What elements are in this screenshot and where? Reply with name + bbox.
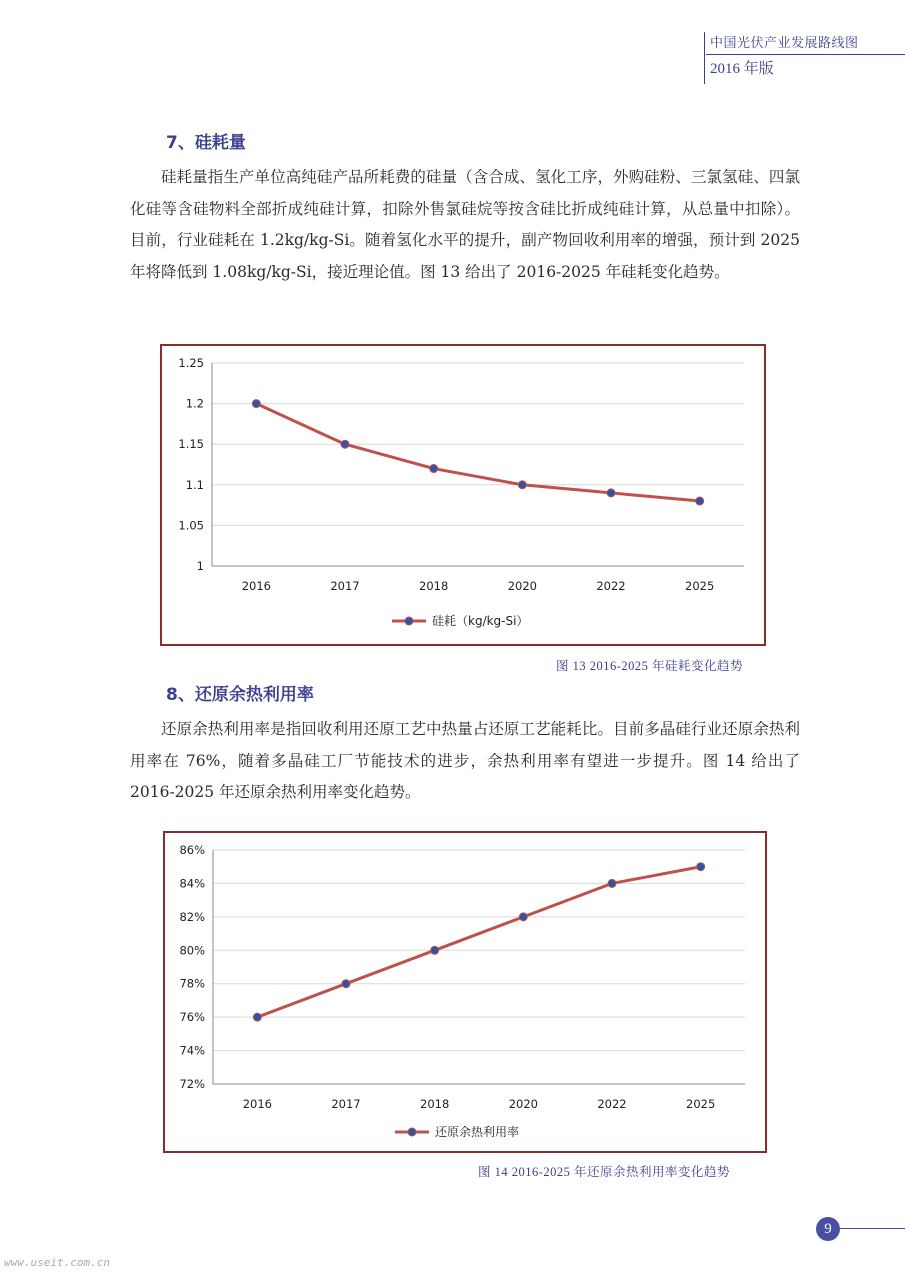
x-tick-label: 2022 <box>596 579 626 593</box>
x-tick-label: 2016 <box>242 1097 272 1111</box>
data-point <box>697 863 705 871</box>
legend-marker <box>405 617 413 625</box>
legend-label: 硅耗（kg/kg-Si） <box>432 614 529 628</box>
x-tick-label: 2017 <box>330 579 360 593</box>
figure-14-caption: 图 14 2016-2025 年还原余热利用率变化趋势 <box>478 1165 731 1179</box>
watermark: www.useit.com.cn <box>4 1256 110 1269</box>
data-point <box>696 497 704 505</box>
data-point <box>253 1013 261 1021</box>
legend-label: 还原余热利用率 <box>435 1125 520 1139</box>
y-tick-label: 78% <box>179 976 205 991</box>
x-tick-label: 2018 <box>419 579 449 593</box>
x-tick-label: 2022 <box>597 1097 627 1111</box>
chart-2-svg <box>165 833 765 1151</box>
chart-heat-recovery-rate <box>163 831 767 1153</box>
data-point <box>607 489 615 497</box>
page-number: 9 <box>816 1217 840 1241</box>
series-line <box>257 867 700 1017</box>
y-tick-label: 76% <box>179 1010 205 1025</box>
data-point <box>518 481 526 489</box>
y-tick-label: 1.15 <box>178 437 204 452</box>
x-tick-label: 2016 <box>241 579 271 593</box>
running-header <box>706 32 905 78</box>
legend-marker <box>408 1128 416 1136</box>
header-edition: 2016 年版 <box>710 61 774 77</box>
data-point <box>341 440 349 448</box>
y-tick-label: 84% <box>179 876 205 891</box>
header-title: 中国光伏产业发展路线图 <box>706 32 905 55</box>
y-tick-label: 82% <box>179 909 205 924</box>
section-7-paragraph: 硅耗量指生产单位高纯硅产品所耗费的硅量（含合成、氢化工序，外购硅粉、三氯氢硅、四氯化硅等含硅物料全部折成纯硅计算，扣除外售氯硅烷等按含硅比折成纯硅计算，从总量中扣除）。目前，行业硅耗在 1.2kg/kg-Si。随着氢化水平的提升，副产物回收利用率的增强，预计到 2025 年将降低到 1.08kg/kg-Si，接近理论值。图 13 给出了 2016-2025 年硅耗变化趋势。 <box>130 168 800 281</box>
data-point <box>519 913 527 921</box>
x-tick-label: 2020 <box>508 1097 538 1111</box>
data-point <box>342 980 350 988</box>
x-tick-label: 2017 <box>331 1097 361 1111</box>
x-tick-label: 2025 <box>686 1097 716 1111</box>
y-tick-label: 74% <box>179 1043 205 1058</box>
y-tick-label: 80% <box>179 943 205 958</box>
series-line <box>256 404 699 501</box>
section-8-heading: 8、还原余热利用率 <box>166 685 314 705</box>
y-tick-label: 72% <box>179 1077 205 1091</box>
x-tick-label: 2025 <box>685 579 715 593</box>
y-tick-label: 1.25 <box>178 356 204 370</box>
x-tick-label: 2018 <box>420 1097 450 1111</box>
header-divider <box>704 32 705 84</box>
section-8-paragraph: 还原余热利用率是指回收利用还原工艺中热量占还原工艺能耗比。目前多晶硅行业还原余热利用率在 76%，随着多晶硅工厂节能技术的进步，余热利用率有望进一步提升。图 14 给出了 2016-2025 年还原余热利用率变化趋势。 <box>130 720 800 801</box>
chart-silicon-consumption <box>160 344 766 646</box>
data-point <box>608 879 616 887</box>
data-point <box>431 946 439 954</box>
y-tick-label: 1.2 <box>185 396 204 411</box>
x-tick-label: 2020 <box>507 579 537 593</box>
page-number-line <box>840 1228 905 1229</box>
section-7-heading: 7、硅耗量 <box>166 133 246 153</box>
data-point <box>430 465 438 473</box>
y-tick-label: 1.1 <box>185 477 204 492</box>
chart-1-svg <box>162 346 764 644</box>
y-tick-label: 1 <box>196 559 204 573</box>
figure-13-caption: 图 13 2016-2025 年硅耗变化趋势 <box>556 659 744 673</box>
data-point <box>252 400 260 408</box>
y-tick-label: 1.05 <box>178 518 204 533</box>
y-tick-label: 86% <box>179 843 205 857</box>
